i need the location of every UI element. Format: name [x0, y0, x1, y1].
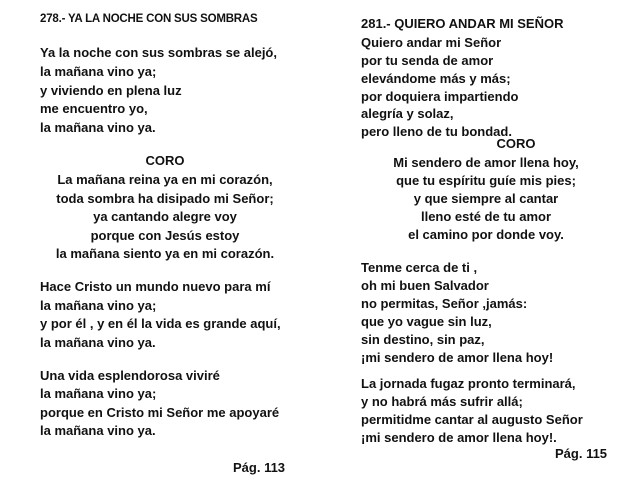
chorus-line: La mañana reina ya en mi corazón, [57, 172, 273, 187]
lyric-line: que yo vague sin luz, [361, 314, 492, 329]
lyric-line: la mañana vino ya; [40, 64, 157, 79]
lyric-line: sin destino, sin paz, [361, 332, 485, 347]
song-title: 281.- QUIERO ANDAR MI SEÑOR [361, 16, 564, 31]
chorus-line: el camino por donde voy. [408, 227, 564, 242]
lyric-line: la mañana vino ya. [40, 120, 156, 135]
lyric-line: Tenme cerca de ti , [361, 260, 478, 275]
lyric-line: elevándome más y más; [361, 71, 511, 86]
lyric-line: me encuentro yo, [40, 101, 148, 116]
lyric-line: Ya la noche con sus sombras se alejó, [40, 45, 277, 60]
lyric-line: La jornada fugaz pronto terminará, [361, 376, 576, 391]
lyric-line: pero lleno de tu bondad. [361, 124, 512, 139]
lyric-line: por doquiera impartiendo [361, 89, 519, 104]
chorus-line: y que siempre al cantar [413, 191, 559, 206]
lyric-line: Quiero andar mi Señor [361, 35, 502, 50]
lyric-line: no permitas, Señor ,jamás: [361, 296, 528, 311]
lyric-line: la mañana vino ya. [40, 335, 156, 350]
lyric-line: y no habrá más sufrir allá; [361, 394, 523, 409]
lyric-line: ¡mi sendero de amor llena hoy! [361, 350, 554, 365]
lyric-line: la mañana vino ya; [40, 386, 157, 401]
lyric-line: Una vida esplendorosa viviré [40, 368, 220, 383]
chorus-line: porque con Jesús estoy [90, 228, 240, 243]
chorus-line: toda sombra ha disipado mi Señor; [56, 191, 274, 206]
song-title: 278.- YA LA NOCHE CON SUS SOMBRAS [40, 13, 258, 25]
chorus-line: lleno esté de tu amor [420, 209, 552, 224]
lyric-line: Hace Cristo un mundo nuevo para mí [40, 279, 271, 294]
lyric-line: porque en Cristo mi Señor me apoyaré [40, 405, 280, 420]
chorus-line: ya cantando alegre voy [93, 209, 237, 224]
page-number: Pág. 113 [233, 460, 286, 475]
chorus-line: la mañana siento ya en mi corazón. [55, 246, 275, 261]
lyric-line: alegría y solaz, [361, 106, 454, 121]
lyric-line: y viviendo en plena luz [40, 83, 182, 98]
chorus-label: CORO [496, 136, 536, 151]
lyric-line: ¡mi sendero de amor llena hoy!. [361, 430, 557, 445]
lyric-line: oh mi buen Salvador [361, 278, 489, 293]
lyric-line: por tu senda de amor [361, 53, 494, 68]
chorus-line: que tu espíritu guíe mis pies; [396, 173, 576, 188]
page-number: Pág. 115 [555, 446, 608, 461]
chorus-line: Mi sendero de amor llena hoy, [393, 155, 579, 170]
chorus-label: CORO [145, 153, 185, 168]
lyric-line: la mañana vino ya; [40, 298, 157, 313]
lyric-line: la mañana vino ya. [40, 423, 156, 438]
lyric-line: y por él , y en él la vida es grande aquí, [40, 316, 281, 331]
lyric-line: permitidme cantar al augusto Señor [361, 412, 583, 427]
